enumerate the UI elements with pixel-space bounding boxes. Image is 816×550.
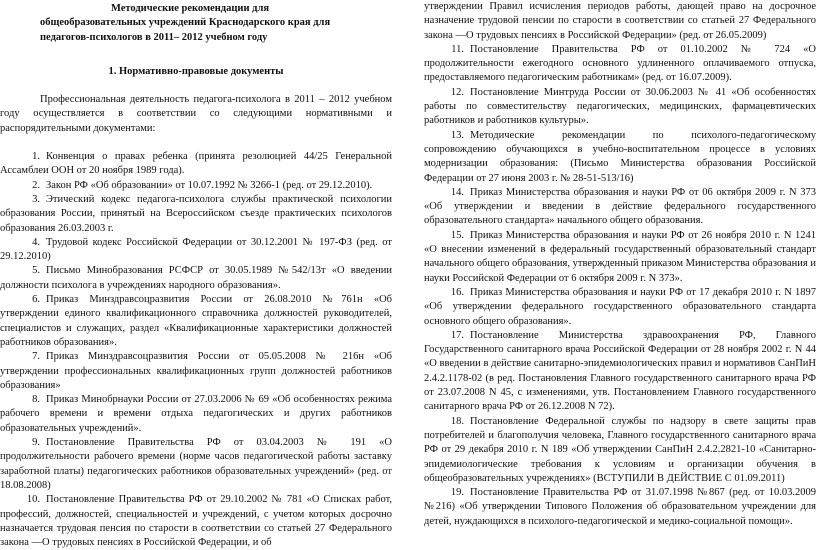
item-number: 2.	[32, 179, 40, 191]
item-number: 1.	[32, 151, 40, 163]
item-text: Трудовой кодекс Российской Федерации от 30.12.2001 № 197-ФЗ (ред. от 29.12.2010)	[0, 236, 392, 263]
list-item	[424, 186, 816, 229]
list-item	[424, 129, 816, 186]
list-item	[0, 264, 392, 293]
left-column	[0, 0, 392, 550]
intro-paragraph: Профессиональная деятельность педагога-психолога в 2011 – 2012 учебном году осуществляется в соответствии со следующими нормативными и распорядительными документами:	[0, 94, 392, 134]
list-item	[424, 43, 816, 86]
item-text: Приказ Министерства образования и науки РФ от 26 ноября 2010 г. N 1241 «О внесении изменений в федеральный государственный образовательный стандарт начального общего образования, утвержденный приказом Министерства образования и науки Российской Федерации от 6 октября 2009 г. N 373».	[424, 229, 816, 284]
item-text: Постановление Правительства РФ от 31.07.1998 №867 (ред. от 10.03.2009 №216) «Об утверждении Типового Положения об образовательном учреждении для детей, нуждающихся в психолого-педагогической и медико-социальной помощи».	[424, 487, 816, 527]
item-text: Постановление Правительства РФ от 01.10.2002 № 724 «О продолжительности ежегодного основного удлиненного оплачиваемого отпуска, предоставляемого педагогическим работникам» (ред. от 16.07.2009).	[424, 43, 816, 84]
list-item	[0, 393, 392, 436]
section-heading: 1. Нормативно-правовые документы	[108, 65, 284, 77]
item-text: Этический кодекс педагога-психолога службы практической психологии образования России, принятый на Всероссийском съезде практических психологов образования 26.03.2003 г.	[0, 193, 392, 234]
list-item	[424, 229, 816, 286]
list-item	[424, 486, 816, 529]
item-number: 6.	[32, 294, 40, 306]
list-item	[424, 329, 816, 415]
item-text: Закон РФ «Об образовании» от 10.07.1992 № 3266-1 (ред. от 29.12.2010).	[46, 179, 373, 191]
item-number: 9.	[32, 437, 40, 449]
title-line-3: педагогов-психологов в 2011– 2012 учебном году	[40, 31, 268, 43]
item-number: 3.	[32, 193, 40, 205]
item-number: 12.	[450, 86, 464, 98]
item-text: Постановление Министерства здравоохранения РФ, Главного Государственного санитарного врача Российской Федерации от 28 ноября 2002 г. N 44 «О введении в действие санитарно-эпидемиологических правил и нормативов СанПиН 2.4.2.1178-02 (в ред. Постановления Главного государственного санитарного врача РФ от 23.07.2008 N 45, с изменениями, утв. Постановлением Главного государственного санитарного врача РФ от 26.12.2008 N 72).	[424, 329, 816, 413]
list-item	[424, 86, 816, 129]
right-list	[424, 43, 816, 529]
continuation-text: утверждении Правил исчисления периодов работы, дающей право на досрочное назначение трудовой пенсии по старости в соответствии со статьей 27 Федерального закона ―О трудовых пенсиях в Российской Федерации» (ред. от 26.05.2009)	[424, 1, 816, 41]
item-text: Конвенция о правах ребенка (принята резолюцией 44/25 Генеральной Ассамблеи ООН от 20 ноября 1989 года).	[0, 151, 392, 177]
list-item	[0, 493, 392, 550]
item-number: 7.	[32, 351, 40, 363]
list-item	[424, 415, 816, 486]
item-number: 14.	[450, 186, 464, 198]
list-item	[0, 350, 392, 393]
list-item	[424, 286, 816, 329]
item-text: Постановление Минтруда России от 30.06.2003 № 41 «Об особенностях работы по совместительству педагогических, медицинских, фармацевтических работников и работников культуры».	[424, 86, 816, 127]
right-column	[424, 0, 816, 529]
item-text: Приказ Министерства образования и науки РФ от 17 декабря 2010 г. N 1897 «Об утверждении федерального государственного образовательного стандарта основного общего образования».	[424, 286, 816, 327]
list-item	[0, 293, 392, 350]
title-line-1: Методические рекомендации для	[110, 3, 270, 14]
list-item	[0, 179, 392, 193]
item-text: Постановление Правительства РФ от 03.04.2003 № 191 «О продолжительности рабочего времени (норме часов педагогической работы заставку заработной платы) педагогических работников образовательных учреждений» (ред. от 18.08.2008)	[0, 437, 392, 491]
item-text: Приказ Министерства образования и науки РФ от 06 октября 2009 г. N 373 «Об утверждении и введении в действие федерального государственного образовательного стандарта» начального общего образования.	[424, 186, 816, 227]
item-number: 13.	[450, 129, 464, 141]
item-text: Методические рекомендации по психолого-педагогическому сопровождению обучающихся в учебно-воспитательном процессе в условиях модернизации образования: (Письмо Министерства образования Российской Федерации от 27 июня 2003 г. № 28-51-513/16)	[424, 129, 816, 184]
list-item	[0, 236, 392, 265]
item-number: 18.	[450, 415, 464, 427]
item-number: 17.	[450, 329, 464, 341]
item-text: Письмо Минобразования РСФСР от 30.05.1989 №542/13т «О введении должности психолога в учреждениях народного образования».	[0, 265, 392, 291]
item-number: 10.	[26, 494, 40, 506]
item-number: 5.	[32, 265, 40, 277]
left-list	[0, 150, 392, 550]
document-title	[40, 2, 340, 45]
item-number: 4.	[32, 236, 40, 248]
item-text: Постановление Правительства РФ от 29.10.2002 № 781 «О Списках работ, профессий, должностей, специальностей и учреждений, с учетом которых досрочно назначается трудовая пенсия по старости в соответствии со статьей 27 Федерального закона ―О трудовых пенсиях в Российской Федерации, и об	[0, 494, 392, 549]
item-number: 16.	[450, 286, 464, 298]
item-number: 8.	[32, 394, 40, 406]
title-line-2: общеобразовательных учреждений Краснодарского края для	[40, 17, 331, 29]
item-text: Приказ Минздравсоцразвития России от 26.08.2010 №761н «Об утверждении единого квалификационного справочника должностей руководителей, специалистов и служащих, раздел «Квалификационные характеристики должностей работников образования».	[0, 294, 392, 348]
item-number: 15.	[450, 229, 464, 241]
list-item	[0, 436, 392, 493]
item-number: 19.	[450, 487, 464, 499]
list-item	[0, 193, 392, 236]
list-item	[0, 150, 392, 179]
item-text: Приказ Минздравсоцразвития России от 05.05.2008 № 216н «Об утверждении профессиональных квалификационных групп должностей работников образования»	[0, 351, 392, 391]
item-text: Приказ Минобрнауки России от 27.03.2006 № 69 «Об особенностях режима рабочего времени и времени отдыха педагогических и других работников образовательных учреждений».	[0, 394, 392, 434]
item-text: Постановление Федеральной службы по надзору в свете защиты прав потребителей и благополучия человека, Главного государственного санитарного врача РФ от 29 декабря 2010 г. N 189 «Об утверждении СанПиН 2.4.2.2821-10 «Санитарно-эпидемиологические требования к условиям и организации обучения в общеобразовательных учреждениях» (ВСТУПИЛИ В ДЕЙСТВИЕ С 01.09.2011)	[424, 415, 816, 484]
item-number: 11.	[451, 43, 464, 55]
